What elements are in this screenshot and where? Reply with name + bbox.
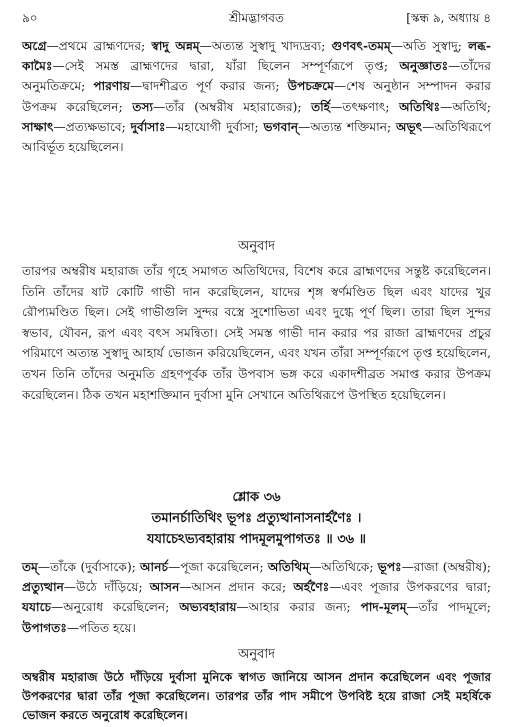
synonym-meaning: অতিথিরূপে আবির্ভূত হয়েছিলেন। xyxy=(22,119,491,155)
translation-heading-1: অনুবাদ xyxy=(238,239,275,254)
synonym-term: আনর্চ xyxy=(140,560,169,574)
verse-heading: শ্লোক ৩৬ xyxy=(232,490,281,505)
synonym-meaning: তাঁদের অনুমতিক্রমে; xyxy=(22,59,491,94)
page-header xyxy=(22,8,491,28)
synonym-meaning: রাজা (অম্বরীষ); xyxy=(413,560,491,574)
synonym-term: স্বাদু অন্নম্ xyxy=(151,39,200,53)
verse-line-2: যযাচেঽভ্যবহারায় পাদমূলমুপাগতঃ ॥ ৩৬ ॥ xyxy=(147,532,366,547)
verse-line-1: তমানর্চাতিথিং ভূপঃ প্রত্যুত্থানাসনার্হণৈঃ । xyxy=(151,511,362,526)
synonym-meaning: সেই সমস্ত ব্রাহ্মণদের দ্বারা, যাঁরা ছিলেন সম্পূর্ণরূপে তৃপ্ত; xyxy=(64,59,400,74)
synonym-term: লব্ধ-কামৈঃ xyxy=(22,39,491,74)
synonym-meaning: এবং পূজার উপকরণের দ্বারা; xyxy=(341,580,491,595)
synonym-term: তম্ xyxy=(22,560,38,574)
synonym-term: অভ্যবহারায় xyxy=(179,600,237,615)
synonym-term: আসন xyxy=(149,580,180,595)
translation-paragraph-2: অম্বরীষ মহারাজ উঠে দাঁড়িয়ে দুর্বাসা মুনিকে স্বাগত জানিয়ে আসন প্রদান করেছিলেন এবং পূজার উপকরণের দ্বারা তাঁর পূজা করেছিলেন। তারপর তাঁর পাদ সমীপে উপবিষ্ট হয়ে রাজা সেই মহর্ষিকে ভোজন করতে অনুরোধ করেছিলেন। xyxy=(22,670,491,722)
synonym-meaning: অত্যন্ত সুস্বাদু খাদ্যদ্রব্য; xyxy=(211,39,332,53)
synonym-term: অর্হণৈঃ xyxy=(293,580,330,595)
synonym-meaning: তৎক্ষণাৎ; xyxy=(342,99,400,114)
synonym-meaning: মহাযোগী দুর্বাসা; xyxy=(177,119,264,134)
synonym-meaning: অতিথি; xyxy=(452,99,491,114)
synonym-term: অতিথিঃ xyxy=(399,99,441,114)
synonym-term: উপাগতঃ xyxy=(22,620,67,635)
synonym-term: দুর্বাসাঃ xyxy=(130,119,166,134)
synonym-term: ভগবান্ xyxy=(263,119,299,134)
synonyms-block-1: অগ্রে—প্রথমে ব্রাহ্মণদের; স্বাদু অন্নম্—অত্যন্ত সুস্বাদু খাদ্যদ্রব্য; গুণবৎ-তমম্—অতি সুস্বাদু; লব্ধ-কামৈঃ—সেই সমস্ত ব্রাহ্মণদের দ্বারা, যাঁরা ছিলেন সম্পূর্ণরূপে তৃপ্ত; অনুজ্ঞাতঃ—তাঁদের অনুমতিক্রমে; পারণায়—দ্বাদশীব্রত পূর্ণ করার জন্য; উপচক্রমে—শেষ অনুষ্ঠান সম্পাদন করার উপক্রম করেছিলেন; তস্য—তাঁর (অম্বরীষ মহারাজের); তর্হি—তৎক্ষণাৎ; অতিথিঃ—অতিথি; সাক্ষাৎ—প্রত্যক্ষভাবে; দুর্বাসাঃ—মহাযোগী দুর্বাসা; ভগবান্—অত্যন্ত শক্তিমান; অভূৎ—অতিথিরূপে আবির্ভূত হয়েছিলেন। xyxy=(22,39,491,155)
synonym-term: যযাচে xyxy=(22,600,52,615)
synonym-term: অভূৎ xyxy=(396,119,423,134)
synonym-meaning: দ্বাদশীব্রত পূর্ণ করার জন্য; xyxy=(142,79,288,94)
synonym-meaning: অত্যন্ত শক্তিমান; xyxy=(310,119,397,134)
synonym-term: ভূপঃ xyxy=(377,560,402,574)
synonym-meaning: পতিত হয়ে। xyxy=(79,620,136,635)
synonym-meaning: অতিথিকে; xyxy=(321,560,378,574)
synonym-term: উপচক্রমে xyxy=(287,79,334,94)
synonym-term: প্রত্যুত্থান xyxy=(22,580,64,595)
synonym-term: অতিথিম্ xyxy=(267,560,310,574)
synonym-term: তর্হি xyxy=(311,99,331,114)
running-title: শ্রীমদ্ভাগবত xyxy=(228,11,284,25)
synonym-meaning: আহার করার জন্য; xyxy=(248,600,361,615)
synonym-meaning: তাঁকে (দুর্বাসাকে); xyxy=(50,560,141,574)
synonym-term: সাক্ষাৎ xyxy=(22,119,54,134)
synonym-term: গুণবৎ-তমম্ xyxy=(331,39,391,53)
synonym-meaning: শেষ অনুষ্ঠান সম্পাদন করার উপক্রম করেছিলেন; xyxy=(22,79,491,114)
synonym-meaning: আসন প্রদান করে; xyxy=(191,580,294,595)
translation-heading-2: অনুবাদ xyxy=(238,647,275,662)
synonym-term: পাদ-মূলম্ xyxy=(360,600,407,615)
synonym-term: পারণায় xyxy=(93,79,131,94)
synonym-meaning: পূজা করেছিলেন; xyxy=(180,560,268,574)
synonym-meaning: প্রথমে ব্রাহ্মণদের; xyxy=(58,39,152,53)
synonym-meaning: তাঁর পাদমূলে; xyxy=(418,600,492,615)
translation-paragraph-1: তারপর অম্বরীষ মহারাজ তাঁর গৃহে সমাগত অতিথিদের, বিশেষ করে ব্রাহ্মণদের সন্তুষ্ট করেছিলেন। তিনি তাঁদের ষাট কোটি গাভী দান করেছিলেন, যাদের শৃঙ্গ স্বর্ণমণ্ডিত ছিল এবং যাদের খুর রৌপ্যমণ্ডিত ছিল। সেই গাভীগুলি সুন্দর বস্ত্রে সুশোভিতা এবং দুগ্ধে পূর্ণ ছিল। তারা ছিল সুন্দর স্বভাব, যৌবন, রূপ এবং বৎস সমন্বিতা। সেই সমস্ত গাভী দান করার পর রাজা ব্রাহ্মণদের প্রচুর পরিমাণে অত্যন্ত সুস্বাদু আহার্য ভোজন করিয়েছিলেন, এবং যখন তাঁরা সম্পূর্ণরূপে তৃপ্ত হয়েছিলেন, তখন তিনি তাঁদের অনুমতি গ্রহণপূর্বক তাঁর উপবাস ভঙ্গ করে একাদশীব্রত সমাপ্ত করার উপক্রম করেছিলেন। ঠিক তখন মহাশক্তিমান দুর্বাসা মুনি সেখানে অতিথিরূপে উপস্থিত হয়েছিলেন। xyxy=(22,264,491,402)
synonym-meaning: অতি সুস্বাদু; xyxy=(402,39,469,53)
synonym-meaning: উঠে দাঁড়িয়ে; xyxy=(76,580,150,595)
page-number: ৯০ xyxy=(22,11,38,25)
synonym-meaning: প্রত্যক্ষভাবে; xyxy=(65,119,131,134)
synonym-meaning: অনুরোধ করেছিলেন; xyxy=(63,600,180,615)
synonyms-block-2: তম্—তাঁকে (দুর্বাসাকে); আনর্চ—পূজা করেছিলেন; অতিথিম্—অতিথিকে; ভূপঃ—রাজা (অম্বরীষ); প্রত্যুত্থান—উঠে দাঁড়িয়ে; আসন—আসন প্রদান করে; অর্হণৈঃ—এবং পূজার উপকরণের দ্বারা; যযাচে—অনুরোধ করেছিলেন; অভ্যবহারায়—আহার করার জন্য; পাদ-মূলম্—তাঁর পাদমূলে; উপাগতঃ—পতিত হয়ে। xyxy=(22,560,492,635)
synonym-meaning: তাঁর (অম্বরীষ মহারাজের); xyxy=(165,99,312,114)
synonym-term: তস্য xyxy=(132,99,154,114)
section-label: [স্কন্ধ ৯, অধ্যায় ৪ xyxy=(406,11,491,25)
synonym-term: অগ্রে xyxy=(22,39,47,53)
synonym-term: অনুজ্ঞাতঃ xyxy=(399,59,449,74)
